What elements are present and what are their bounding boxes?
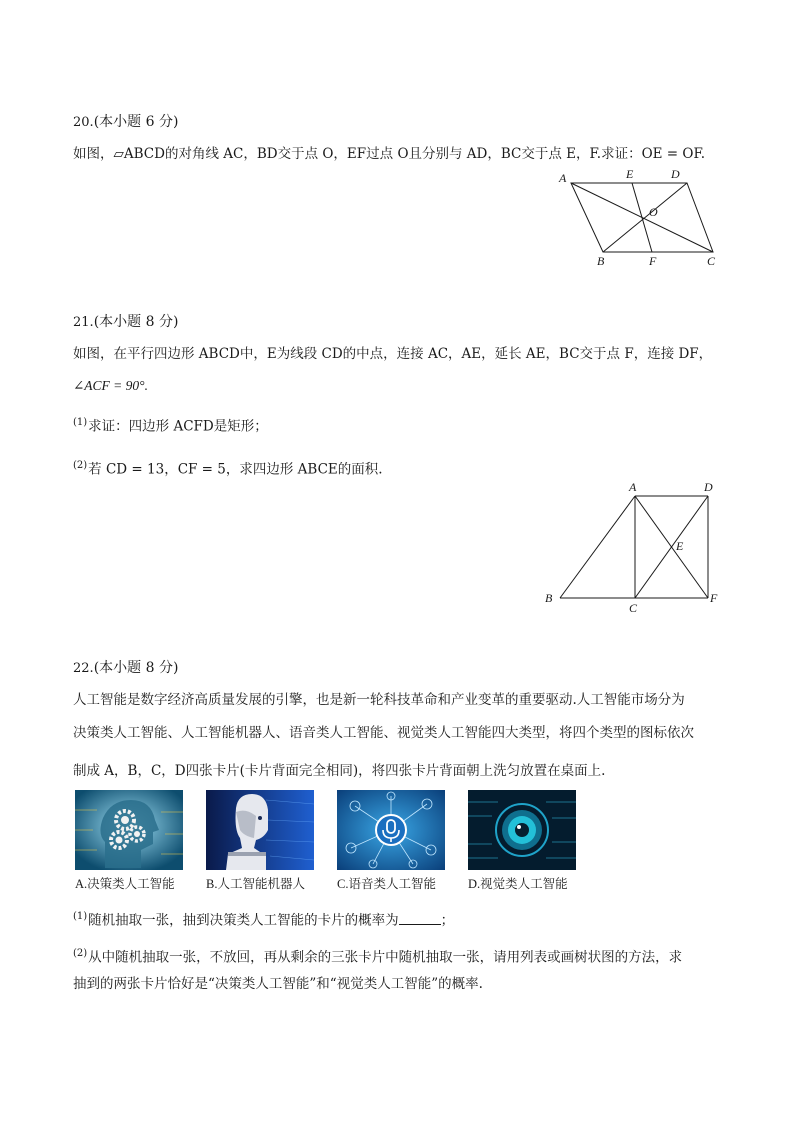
q21-heading xyxy=(73,311,178,331)
brain-gears-icon xyxy=(75,790,183,870)
q22-statement-line1: 人工智能是数字经济高质量发展的引擎，也是新一轮科技革命和产业变革的重要驱动.人工智能市场分为 xyxy=(73,692,685,708)
q20-statement: 如图，▱ABCD的对角线 AC，BD交于点 O，EF过点 O且分别与 AD，BC交于点 E，F.求证：OE = OF. xyxy=(73,146,706,162)
card-d-caption: D.视觉类人工智能 xyxy=(468,877,568,891)
q21-label-d: D xyxy=(704,480,713,494)
q21-statement-line2: ∠ACF = 90°. xyxy=(73,378,148,393)
q21-label-b: B xyxy=(545,591,553,605)
q20-heading xyxy=(73,111,178,131)
q20-label-o: O xyxy=(649,205,658,219)
q20-label-a: A xyxy=(559,171,567,185)
q21-part1 xyxy=(73,413,268,437)
q22-answer-blank[interactable] xyxy=(399,912,441,925)
q21-label-a: A xyxy=(629,480,637,494)
microphone-network-icon xyxy=(337,790,445,870)
robot-icon xyxy=(206,790,314,870)
q20-points: (本小题 6 分) xyxy=(93,114,179,130)
q22-heading xyxy=(73,657,178,677)
q21-segment-ab xyxy=(560,496,635,598)
q20-label-e: E xyxy=(626,167,634,181)
q21-number: 21. xyxy=(73,315,94,330)
q21-rectangle-figure xyxy=(540,478,725,618)
q22-part1 xyxy=(73,907,454,931)
q21-part2 xyxy=(73,456,383,480)
q21-part1-number: (1) xyxy=(73,417,88,428)
q21-statement-line1: 如图，在平行四边形 ABCD中，E为线段 CD的中点，连接 AC，AE，延长 AE，BC交于点 F，连接 DF， xyxy=(73,346,713,362)
q21-label-f: F xyxy=(710,591,718,605)
card-b-caption: B.人工智能机器人 xyxy=(206,877,305,891)
q22-number: 22. xyxy=(73,661,94,676)
q20-label-f: F xyxy=(649,254,657,268)
q22-part1-number: (1) xyxy=(73,911,88,922)
q22-statement-line3: 制成 A，B，C，D四张卡片(卡片背面完全相同)，将四张卡片背面朝上洗匀放置在桌面上. xyxy=(73,763,606,779)
q22-part2-text1: 从中随机抽取一张，不放回，再从剩余的三张卡片中随机抽取一张，请用列表或画树状图的方法，求 xyxy=(88,949,683,966)
q20-parallelogram-figure xyxy=(555,165,725,270)
q21-label-e: E xyxy=(676,539,684,553)
q20-label-d: D xyxy=(671,167,680,181)
q20-label-b: B xyxy=(597,254,605,268)
q22-statement-line2: 决策类人工智能、人工智能机器人、语音类人工智能、视觉类人工智能四大类型，将四个类型的图标依次 xyxy=(73,725,694,741)
card-d-image xyxy=(468,790,576,870)
q22-part2-number: (2) xyxy=(73,948,88,959)
card-c-caption: C.语音类人工智能 xyxy=(337,877,436,891)
eye-vision-icon xyxy=(468,790,576,870)
q21-part2-text: 若 CD = 13，CF = 5，求四边形 ABCE的面积. xyxy=(88,461,383,478)
card-a-caption: A.决策类人工智能 xyxy=(75,877,175,891)
q20-number: 20. xyxy=(73,115,94,130)
q21-points: (本小题 8 分) xyxy=(93,314,179,330)
q21-part1-text: 求证：四边形 ACFD是矩形； xyxy=(88,418,268,435)
q22-part1-end: ； xyxy=(440,912,455,929)
q21-part2-number: (2) xyxy=(73,460,88,471)
q22-points: (本小题 8 分) xyxy=(93,660,179,676)
q21-label-c: C xyxy=(629,601,638,615)
q20-label-c: C xyxy=(707,254,716,268)
card-b-image xyxy=(206,790,314,870)
card-c-image xyxy=(337,790,445,870)
q22-part2-line2: 抽到的两张卡片恰好是“决策类人工智能”和“视觉类人工智能”的概率. xyxy=(73,976,483,992)
q22-part2-line1 xyxy=(73,944,682,968)
q22-part1-text: 随机抽取一张，抽到决策类人工智能的卡片的概率为 xyxy=(88,912,399,929)
card-a-image xyxy=(75,790,183,870)
q20-diagonal-bd xyxy=(603,183,687,252)
